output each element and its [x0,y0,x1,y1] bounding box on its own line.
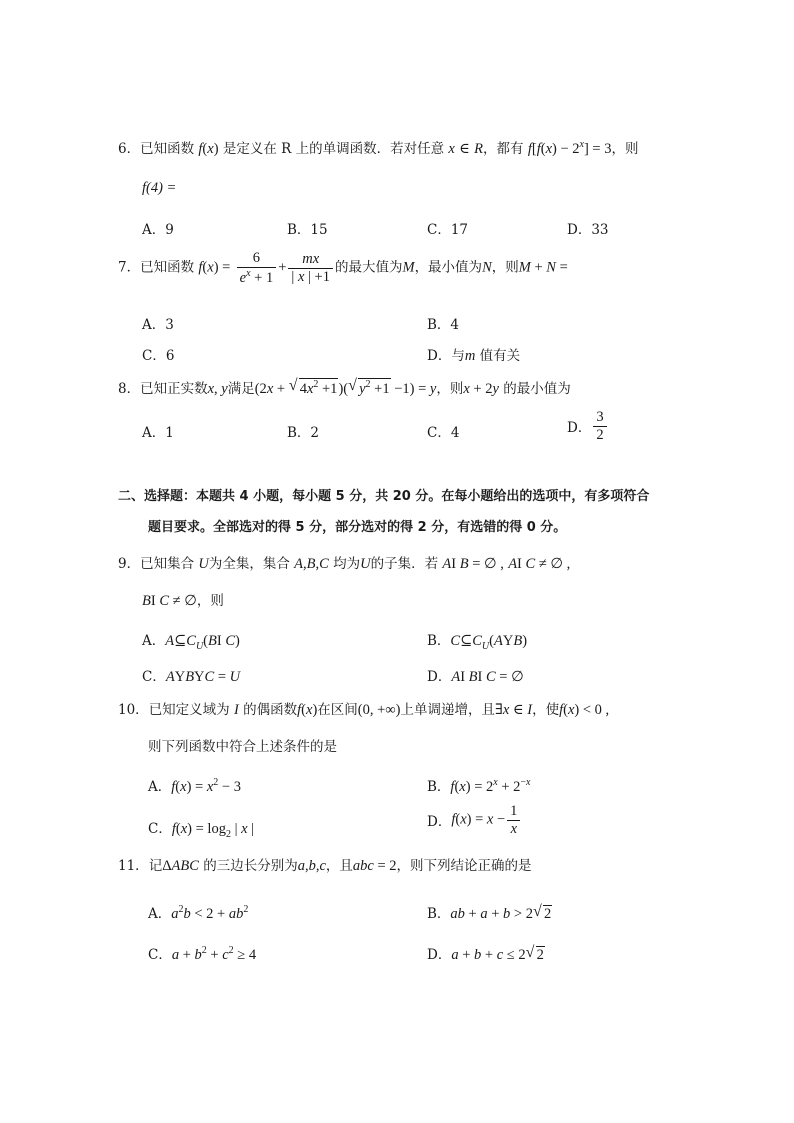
q9-option-c: C．AYBYC = U [142,669,241,685]
q8-option-d: D． $\frac{3}{2}$ [567,409,609,443]
q11-option-a: A．$a^2b < 2 + ab^2$ [148,904,249,922]
q6-option-c: C．17 [427,222,469,238]
q7-option-a: A．3 [142,317,174,333]
q7-option-c: C．6 [142,348,175,364]
section-2-heading: 二、选择题：本题共 4 小题，每小题 5 分，共 20 分。在每小题给出的选项中，有多项符合 [118,489,650,504]
q10-option-a: A．$f(x) = x^2 - 3$ [148,777,241,795]
q9-option-b: B．$C⊆C_U(AYB)$ [427,633,528,652]
q8-option-a: A．1 [142,425,174,441]
q11-option-c: C．$a + b^2 + c^2 \ge 4$ [148,945,257,963]
q6-option-a: A．9 [142,222,174,238]
q7-line1: 7．已知函数 f(x) = $\frac{6}{e^x + 1}$ + $\frac{mx}{| x | +1}$ 的最大值为M，最小值为N，则M + N = [118,250,568,286]
q7-option-d: D．与m 值有关 [427,348,521,364]
q9-line1: 9．已知集合 U为全集，集合 A,B,C 均为U的子集．若 AI B = ∅ , AI C ≠ ∅ , [118,556,571,572]
fraction: $\frac{1}{x}$ [507,803,520,837]
q8-line1: 8．已知正实数x, y满足(2x + √ $4x^2 +1)(√$ $y^2 +1 -1) = y$，则x + 2y 的最小值为 [118,378,571,398]
q6-option-d: D．33 [567,222,609,238]
q10-line2: 则下列函数中符合上述条件的是 [148,739,337,755]
q9-line2: BI C ≠ ∅，则 [142,593,224,609]
q10-option-c: C．$f(x) = \log_2$ | x | [148,821,255,840]
q6-line1: 6．已知函数 f(x) 是定义在 R 上的单调函数．若对任意 x ∈ R，都有 $f[f(x) - 2^x] = 3$，则 [118,139,639,157]
q11-line1: 11．记ΔABC 的三边长分别为a,b,c，且abc = 2，则下列结论正确的是 [118,858,532,874]
fraction: $\frac{3}{2}$ [593,409,606,443]
q7-option-b: B．4 [427,317,460,333]
q9-option-d: D．AI BI C = ∅ [427,669,524,685]
fraction: $\frac{6}{e^x + 1}$ [237,250,277,286]
q9-option-a: A．$A⊆C_U(BI$ C) [142,633,240,652]
q6-f4: f(4) = [142,180,177,196]
q8-option-c: C．4 [427,425,460,441]
q8-option-b: B．2 [287,425,320,441]
q10-option-d: D．f(x) = x − $\frac{1}{x}$ [427,803,522,837]
q10-option-b: B．$f(x) = 2^x + 2^{-x}$ [427,777,531,795]
q10-line1: 10．已知定义域为 I 的偶函数f(x)在区间(0, +∞)上单调递增，且∃x ∈ I，使f(x) < 0 , [118,702,610,718]
q11-option-b: B．ab + a + b > 2√ 2 [427,902,552,923]
section-2-heading-cont: 题目要求。全部选对的得 5 分，部分选对的得 2 分，有选错的得 0 分。 [148,520,567,535]
q6-option-b: B．15 [287,222,328,238]
q11-option-d: D．a + b + c ≤ 2√ 2 [427,943,545,964]
fraction: $\frac{mx}{| x | +1}$ [288,251,333,285]
